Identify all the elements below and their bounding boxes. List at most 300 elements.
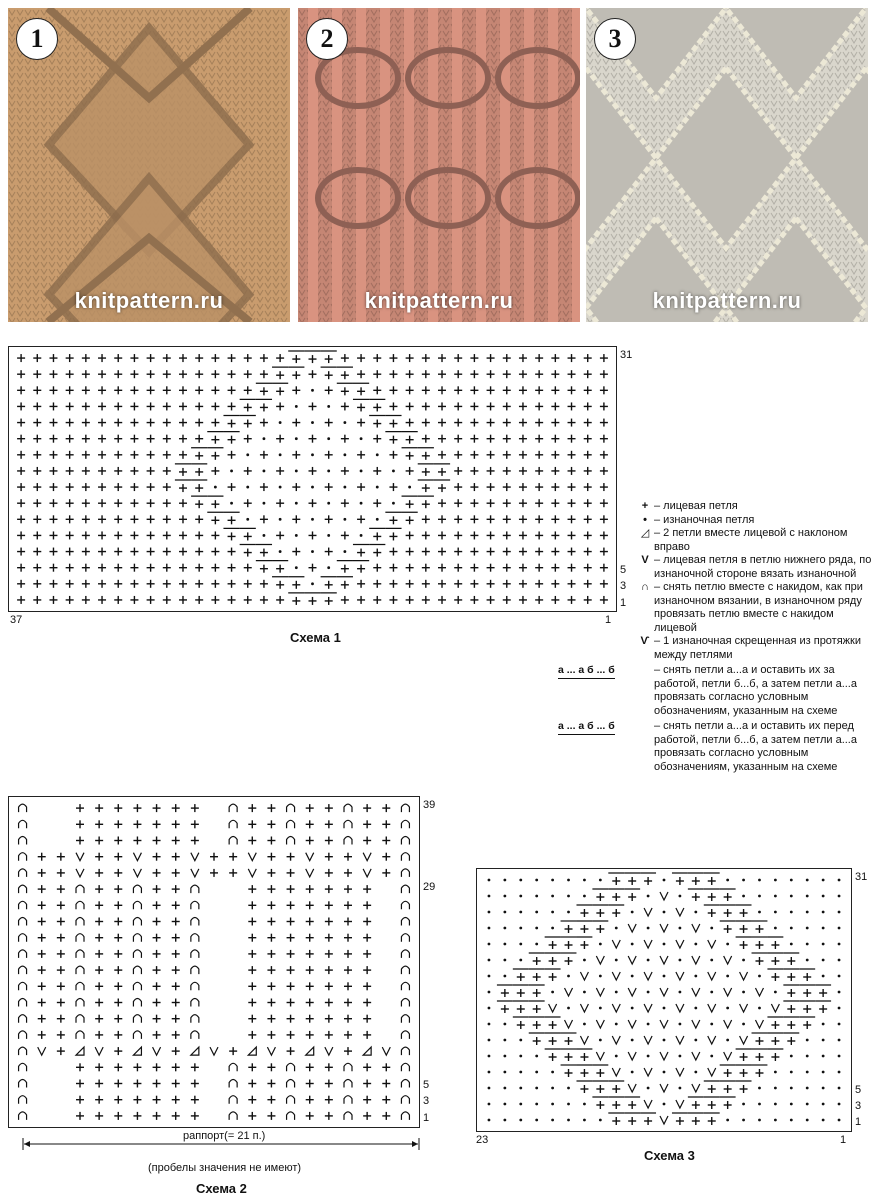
purl-stitch [488, 927, 491, 930]
cable-front-icon: а ... а б ... б [558, 720, 654, 774]
knit-stitch [325, 869, 333, 877]
knit-stitch [76, 1096, 84, 1104]
purl-stitch [408, 486, 411, 489]
knit-below-stitch [660, 924, 668, 932]
knit-below-stitch [612, 1068, 620, 1076]
purl-stitch [822, 895, 825, 898]
rapport-label: раппорт(= 21 п.) [180, 1130, 268, 1142]
purl-stitch [535, 943, 538, 946]
knit-stitch [179, 386, 187, 394]
purl-stitch [806, 1055, 809, 1058]
purl-stitch [679, 1055, 682, 1058]
knit-stitch [363, 837, 371, 845]
knit-stitch [57, 1047, 65, 1055]
knit-stitch [568, 499, 576, 507]
knit-stitch [535, 370, 543, 378]
purl-stitch [343, 518, 346, 521]
knit-stitch [98, 435, 106, 443]
knit-stitch [344, 869, 352, 877]
knit-stitch [17, 451, 25, 459]
knit-stitch [211, 596, 219, 604]
knit-stitch [195, 354, 203, 362]
knit-stitch [628, 877, 636, 885]
knit-stitch [628, 893, 636, 901]
purl-stitch [822, 975, 825, 978]
knit-stitch [114, 596, 122, 604]
knit-stitch [248, 1112, 256, 1120]
knit-stitch [114, 918, 122, 926]
knit-stitch [153, 1063, 161, 1071]
knit-stitch [195, 452, 203, 460]
knit-stitch [724, 1069, 732, 1077]
knit-stitch [287, 1031, 295, 1039]
purl-stitch [535, 911, 538, 914]
knit-stitch [373, 580, 381, 588]
knit-stitch [501, 989, 509, 997]
knit-stitch [470, 548, 478, 556]
scheme3-grid [476, 868, 852, 1132]
purl-stitch [647, 1087, 650, 1090]
purl-stitch [742, 1023, 745, 1026]
knit-stitch [580, 941, 588, 949]
purl-stitch [615, 1055, 618, 1058]
knit-stitch [248, 950, 256, 958]
knit-stitch [487, 531, 495, 539]
knit-stitch [130, 386, 138, 394]
purl-stitch [790, 1119, 793, 1122]
knit-stitch [406, 531, 414, 539]
knit-stitch [389, 483, 397, 491]
purl-stitch [774, 1071, 777, 1074]
purl-stitch [279, 486, 282, 489]
knit-stitch [38, 950, 46, 958]
knit-stitch [470, 402, 478, 410]
purl-stitch [822, 1039, 825, 1042]
knit-below-stitch [580, 1004, 588, 1012]
purl-stitch [535, 1071, 538, 1074]
knit-stitch [228, 402, 236, 410]
knit-stitch [382, 1096, 390, 1104]
knit-stitch [325, 950, 333, 958]
purl-stitch [503, 895, 506, 898]
knit-stitch [551, 451, 559, 459]
slip-yo-stitch [401, 885, 409, 893]
knit-stitch [114, 934, 122, 942]
knit-below-stitch [596, 1052, 604, 1060]
purl-stitch [503, 1055, 506, 1058]
knit-below-stitch [248, 869, 256, 877]
knit-stitch [363, 1096, 371, 1104]
knit-stitch [584, 499, 592, 507]
knit-stitch [357, 515, 365, 523]
knit-stitch [130, 580, 138, 588]
purl-stitch [311, 453, 314, 456]
knit-stitch [66, 386, 74, 394]
slip-yo-stitch [287, 804, 295, 812]
knit-stitch [389, 420, 397, 428]
knit-stitch [584, 370, 592, 378]
knit-stitch [600, 548, 608, 556]
knit-stitch [276, 435, 284, 443]
knit-stitch [628, 1117, 636, 1125]
knit-stitch [267, 869, 275, 877]
knit-stitch [287, 901, 295, 909]
slip-yo-stitch [19, 1080, 27, 1088]
knit-stitch [66, 596, 74, 604]
knit-stitch [565, 1037, 573, 1045]
purl-stitch [631, 1071, 634, 1074]
slip-yo-stitch [401, 804, 409, 812]
knit-stitch [535, 419, 543, 427]
slip-yo-stitch [19, 999, 27, 1007]
purl-stitch [822, 959, 825, 962]
knit-stitch [600, 419, 608, 427]
knit-stitch [596, 1085, 604, 1093]
knit-below-stitch [692, 1084, 700, 1092]
knit-stitch [357, 565, 365, 573]
purl-stitch [806, 879, 809, 882]
knit-stitch [114, 531, 122, 539]
knit-stitch [373, 532, 381, 540]
knit-stitch [422, 515, 430, 523]
knit-stitch [584, 515, 592, 523]
knit-stitch [163, 564, 171, 572]
knit-stitch [114, 1080, 122, 1088]
purl-stitch [583, 1103, 586, 1106]
scheme2-row-39: 39 [423, 799, 436, 811]
knit-stitch [66, 435, 74, 443]
knit-stitch [267, 1063, 275, 1071]
photo-number: 2 [306, 18, 348, 60]
knit-stitch [228, 436, 236, 444]
knit-stitch [147, 515, 155, 523]
knit-stitch [568, 386, 576, 394]
scheme1-row-3: 3 [620, 580, 627, 592]
slip-yo-stitch [401, 918, 409, 926]
knit-stitch [306, 820, 314, 828]
knit-stitch [406, 596, 414, 604]
purl-stitch [343, 550, 346, 553]
knit-stitch [519, 435, 527, 443]
knit-stitch [568, 451, 576, 459]
purl-stitch [710, 927, 713, 930]
purl-stitch [535, 1119, 538, 1122]
knit-stitch [676, 1117, 684, 1125]
knit-stitch [612, 877, 620, 885]
knit-stitch [519, 386, 527, 394]
purl-stitch [343, 421, 346, 424]
knit-stitch [341, 596, 349, 604]
knit-stitch [771, 941, 779, 949]
knit-stitch [66, 402, 74, 410]
knit-stitch [325, 885, 333, 893]
scheme1-symbols [9, 347, 616, 611]
knit-stitch [470, 370, 478, 378]
knit-stitch [38, 918, 46, 926]
knit-below-stitch [644, 1004, 652, 1012]
knit-stitch [708, 893, 716, 901]
knit-stitch [565, 957, 573, 965]
knit-below-stitch [628, 1084, 636, 1092]
knit-stitch [38, 982, 46, 990]
scheme3-caption: Схема 3 [644, 1148, 695, 1163]
knit-stitch [98, 402, 106, 410]
knit-stitch [771, 957, 779, 965]
knit-below-stitch [692, 988, 700, 996]
knit-stitch [487, 580, 495, 588]
purl-stitch [790, 1103, 793, 1106]
knit-stitch [422, 484, 430, 492]
purl-stitch [758, 879, 761, 882]
knit-stitch [306, 1112, 314, 1120]
knit-stitch [33, 354, 41, 362]
knit-stitch [470, 483, 478, 491]
knit-stitch [66, 515, 74, 523]
knit-stitch [17, 596, 25, 604]
knit-stitch [487, 515, 495, 523]
knit-stitch [373, 596, 381, 604]
knit-stitch [771, 1037, 779, 1045]
knit-stitch [357, 451, 365, 459]
purl-stitch [503, 1119, 506, 1122]
knit-stitch [248, 820, 256, 828]
knit-stitch [519, 580, 527, 588]
knit-stitch [244, 467, 252, 475]
knit-stitch [600, 451, 608, 459]
knit-stitch [98, 370, 106, 378]
knit-stitch [49, 564, 57, 572]
knit-stitch [363, 1112, 371, 1120]
knit-stitch [580, 1085, 588, 1093]
purl-stitch [726, 943, 729, 946]
knit-stitch [57, 1015, 65, 1023]
knit-stitch [66, 451, 74, 459]
slip-yo-stitch [191, 999, 199, 1007]
knit-stitch [163, 515, 171, 523]
knit-stitch [565, 925, 573, 933]
knit-stitch [517, 1021, 525, 1029]
knit-stitch [130, 451, 138, 459]
knit-stitch [724, 925, 732, 933]
knit-stitch [260, 403, 268, 411]
knit-stitch [98, 564, 106, 572]
knit-stitch [503, 596, 511, 604]
knit-below-stitch [38, 1047, 46, 1055]
purl-stitch [360, 534, 363, 537]
slip-yo-stitch [191, 901, 199, 909]
knit-stitch [306, 1063, 314, 1071]
knit-stitch [98, 386, 106, 394]
knit-stitch [95, 901, 103, 909]
slip-yo-stitch [229, 837, 237, 845]
knit-stitch [17, 435, 25, 443]
knit-stitch [406, 354, 414, 362]
purl-stitch [503, 927, 506, 930]
knit-below-stitch [740, 1036, 748, 1044]
knit-stitch [803, 1021, 811, 1029]
purl-stitch [503, 1087, 506, 1090]
knit-stitch [325, 371, 333, 379]
purl-stitch [263, 470, 266, 473]
knit-stitch [535, 548, 543, 556]
knit-stitch [325, 386, 333, 394]
purl-stitch [758, 1103, 761, 1106]
knit-stitch [708, 1117, 716, 1125]
slip-yo-stitch [401, 1112, 409, 1120]
knit-stitch [244, 564, 252, 572]
k2tog-stitch [133, 1047, 141, 1055]
knit-stitch [179, 435, 187, 443]
knit-stitch [771, 1053, 779, 1061]
photo-3 [586, 8, 868, 322]
knit-stitch [325, 451, 333, 459]
knit-stitch [438, 499, 446, 507]
knit-stitch [373, 420, 381, 428]
knit-stitch [153, 901, 161, 909]
knit-stitch [153, 918, 161, 926]
knit-stitch [260, 565, 268, 573]
knit-stitch [33, 419, 41, 427]
knit-stitch [287, 869, 295, 877]
slip-yo-stitch [401, 837, 409, 845]
knit-stitch [503, 354, 511, 362]
knit-stitch [248, 966, 256, 974]
slip-yo-stitch [76, 901, 84, 909]
purl-stitch [758, 1119, 761, 1122]
knit-stitch [172, 869, 180, 877]
knit-below-stitch [580, 1036, 588, 1044]
knit-stitch [267, 934, 275, 942]
knit-stitch [229, 1047, 237, 1055]
knit-stitch [438, 580, 446, 588]
purl-stitch [822, 927, 825, 930]
knit-stitch [406, 580, 414, 588]
scheme3-col-left: 23 [476, 1134, 489, 1146]
knit-stitch [755, 1037, 763, 1045]
purl-stitch [631, 975, 634, 978]
scheme1-caption: Схема 1 [290, 630, 341, 645]
knit-stitch [179, 402, 187, 410]
knit-stitch [708, 1085, 716, 1093]
purl-stitch [694, 1071, 697, 1074]
knit-stitch [244, 549, 252, 557]
knit-stitch [147, 564, 155, 572]
purl-stitch [488, 911, 491, 914]
knit-stitch [325, 1015, 333, 1023]
purl-stitch [279, 518, 282, 521]
knit-stitch [740, 1085, 748, 1093]
scheme3-col-right: 1 [840, 1134, 847, 1146]
knit-stitch [325, 548, 333, 556]
purl-stitch [519, 911, 522, 914]
knit-stitch [248, 837, 256, 845]
knit-stitch [454, 499, 462, 507]
knit-below-stitch [133, 853, 141, 861]
knit-stitch [114, 950, 122, 958]
purl-stitch [774, 1103, 777, 1106]
knit-below-stitch [708, 1036, 716, 1044]
knit-stitch [787, 1005, 795, 1013]
knit-stitch [229, 853, 237, 861]
legend-cable-front: а ... а б ... б – снять петли а...а и оставить их перед работой, петли б...б, а затем петли а...а провязать согласно условным обозначениям, указанным на схеме [558, 720, 857, 773]
knit-stitch [172, 1047, 180, 1055]
knit-stitch [487, 467, 495, 475]
purl-stitch [615, 1023, 618, 1026]
knit-stitch [535, 515, 543, 523]
knit-stitch [325, 966, 333, 974]
slip-yo-stitch [401, 901, 409, 909]
knit-stitch [244, 386, 252, 394]
knit-stitch [114, 435, 122, 443]
knit-stitch [172, 950, 180, 958]
knit-stitch [153, 804, 161, 812]
knit-stitch [66, 580, 74, 588]
knit-stitch [501, 1005, 509, 1013]
knit-stitch [787, 957, 795, 965]
knit-stitch [33, 499, 41, 507]
knit-stitch [519, 402, 527, 410]
knit-stitch [584, 596, 592, 604]
knit-stitch [341, 499, 349, 507]
knit-stitch [309, 564, 317, 572]
knit-stitch [195, 370, 203, 378]
purl-stitch [822, 1023, 825, 1026]
legend-knit-below: V – лицевая петля в петлю нижнего ряда, по изнаночной стороне вязать изнаночной [636, 554, 872, 581]
knit-below-stitch [692, 1020, 700, 1028]
knit-stitch [163, 596, 171, 604]
knit-below-stitch [740, 972, 748, 980]
knit-stitch [470, 354, 478, 362]
knit-stitch [389, 370, 397, 378]
purl-stitch [295, 405, 298, 408]
purl-stitch [488, 1007, 491, 1010]
purl-stitch [488, 1119, 491, 1122]
scheme2-row-5: 5 [423, 1079, 430, 1091]
knit-stitch [519, 467, 527, 475]
scheme3-row-3: 3 [855, 1100, 862, 1112]
slip-yo-stitch [344, 1080, 352, 1088]
purl-stitch [838, 1007, 841, 1010]
knit-stitch [98, 531, 106, 539]
knit-stitch [389, 451, 397, 459]
knit-stitch [49, 531, 57, 539]
knit-stitch [325, 999, 333, 1007]
purl-stitch [599, 1007, 602, 1010]
knit-stitch [49, 467, 57, 475]
knit-stitch [287, 934, 295, 942]
slip-yo-stitch [287, 1063, 295, 1071]
knit-stitch [363, 804, 371, 812]
knit-stitch [344, 982, 352, 990]
knit-stitch [306, 1096, 314, 1104]
knit-stitch [248, 934, 256, 942]
knit-stitch [147, 402, 155, 410]
knit-stitch [533, 973, 541, 981]
purl-stitch [790, 895, 793, 898]
knit-stitch [325, 918, 333, 926]
knit-stitch [551, 354, 559, 362]
knit-stitch [503, 370, 511, 378]
knit-stitch [692, 893, 700, 901]
knit-stitch [470, 531, 478, 539]
knit-stitch [57, 950, 65, 958]
knit-stitch [819, 989, 827, 997]
slip-yo-stitch [287, 1080, 295, 1088]
knit-stitch [600, 499, 608, 507]
purl-stitch [551, 991, 554, 994]
knit-stitch [267, 918, 275, 926]
knit-stitch [389, 548, 397, 556]
